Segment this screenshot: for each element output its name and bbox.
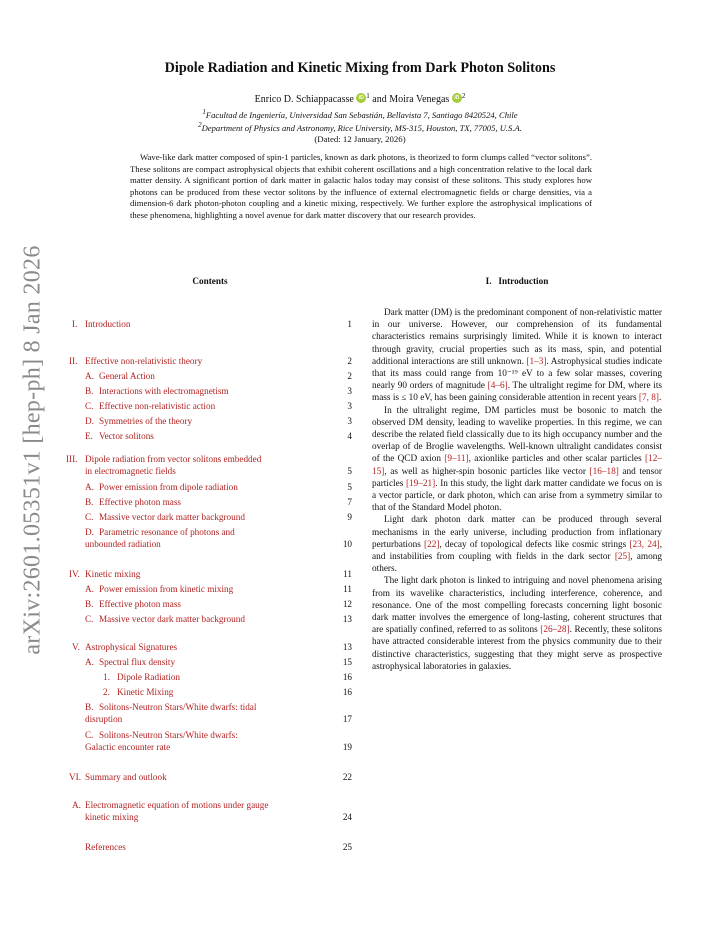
- toc-entry-page: 25: [342, 842, 352, 852]
- toc-entry-title: Effective non-relativistic action: [99, 401, 216, 411]
- toc-entry-number: 2.: [103, 687, 110, 697]
- intro-paragraph: [372, 514, 662, 575]
- toc-entry-page: 12: [342, 599, 352, 609]
- toc-entry-page: 13: [342, 614, 352, 624]
- author-1-sup: 1: [366, 92, 370, 100]
- toc-entry-title: Kinetic mixing: [85, 569, 141, 579]
- date-line: (Dated: 12 January, 2026): [314, 134, 406, 144]
- citation-link[interactable]: [12–15]: [372, 454, 662, 477]
- toc-entry-page: 9: [347, 512, 352, 522]
- toc-entry-title: Parametric resonance of photons and: [99, 527, 235, 537]
- toc-entry-number: VI.: [69, 772, 81, 782]
- arxiv-sidebar-stamp: [10, 240, 56, 660]
- toc-entry-title: kinetic mixing: [85, 812, 139, 822]
- citation-link[interactable]: [1–3]: [526, 356, 547, 367]
- toc-entry-title: Interactions with electromagnetism: [99, 386, 229, 396]
- toc-entry-title: disruption: [85, 714, 123, 724]
- introduction-body: [372, 307, 662, 673]
- text-run: . Recently, these solitons have attracted considerable interest from the physics community due to their distinctive characteristics, suggesting that they might serve as prospective astrophysical laboratories in galaxies.: [372, 625, 662, 672]
- toc-entry-title: Kinetic Mixing: [117, 687, 174, 697]
- orcid-icon[interactable]: [356, 93, 366, 103]
- toc-entry-page: 1: [347, 319, 352, 329]
- citation-link[interactable]: [16–18]: [589, 466, 619, 477]
- toc-entry-number: C.: [85, 401, 94, 411]
- text-run: . Astrophysical studies indicate that its mass could range from 10⁻¹⁹ eV to a few solar masses, covering nearly 90 orders of magnitude: [372, 356, 662, 392]
- toc-entry-page: 15: [342, 657, 352, 667]
- text-run: Light dark photon dark matter can be produced through several mechanisms in the early universe, including production from inflationary perturbations: [372, 515, 662, 550]
- text-run: , decay of topological defects like cosmic strings: [439, 539, 630, 550]
- contents-heading: Contents: [192, 276, 228, 286]
- toc-entry-page: 3: [347, 401, 352, 411]
- toc-entry-page: 19: [342, 742, 352, 752]
- toc-entry-number: III.: [66, 454, 78, 464]
- toc-entry-page: 7: [347, 497, 352, 507]
- toc-entry-number: C.: [85, 614, 94, 624]
- affiliation-text: Facultad de Ingeniería, Universidad San Sebastián, Bellavista 7, Santiago 8420524, Chile: [205, 110, 518, 120]
- toc-entry-title: Massive vector dark matter background: [99, 614, 245, 624]
- toc-entry-number: A.: [85, 371, 94, 381]
- toc-entry-page: 22: [342, 772, 352, 782]
- text-run: In the ultralight regime, DM particles must be bosonic to match the observed DM density, leading to wavelike properties. In this regime, we can describe the related field classically due to its high occupancy number and the overlap of de Broglie wavelengths. Well-known ultralight candidates consist of the QCD axion: [372, 405, 662, 465]
- toc-entry-title: Electromagnetic equation of motions under gauge: [85, 800, 269, 810]
- intro-paragraph: [372, 405, 662, 515]
- text-run: and tensor particles: [372, 466, 662, 489]
- citation-link[interactable]: [7, 8]: [638, 393, 659, 404]
- toc-entry-title: Solitons-Neutron Stars/White dwarfs:: [99, 730, 238, 740]
- toc-entry-page: 3: [347, 386, 352, 396]
- toc-entry-number: B.: [85, 702, 94, 712]
- toc-entry-number: A.: [85, 584, 94, 594]
- toc-entry-page: 11: [343, 584, 352, 594]
- toc-entry-number: B.: [85, 599, 94, 609]
- toc-entry-number: V.: [72, 642, 80, 652]
- text-run: , axionlike particles and other scalar particles: [468, 454, 646, 465]
- text-run: Dark matter (DM) is the predominant component of non-relativistic matter in our universe. However, our comprehension of its fundamental characteristics remains surprisingly limited. While it is known to interact through gravity, crucial properties such as its mass, spin, and potential additional interactions are still unknown.: [372, 308, 662, 367]
- text-run: , as well as higher-spin bosonic particles like vector: [384, 466, 590, 477]
- toc-entry-page: 16: [342, 672, 352, 682]
- toc-entry-page: 3: [347, 416, 352, 426]
- citation-link[interactable]: [19–21]: [405, 478, 436, 489]
- toc-entry-title: Introduction: [85, 319, 131, 329]
- toc-entry-title: Power emission from kinetic mixing: [99, 584, 234, 594]
- affiliation-1: [100, 108, 620, 120]
- toc-entry-page: 2: [347, 356, 352, 366]
- text-run: . In this study, the light dark matter candidate we focus on is a vector particle, or dark photon, which can arise from a symmetry similar to that of the Standard Model photon.: [372, 478, 662, 514]
- toc-entry-page: 4: [347, 431, 352, 441]
- toc-entry-page: 11: [343, 569, 352, 579]
- introduction-heading: I. Introduction: [485, 276, 549, 286]
- citation-link[interactable]: [26–28]: [540, 625, 570, 636]
- toc-entry-title: Vector solitons: [99, 431, 154, 441]
- toc-entry-number: B.: [85, 386, 94, 396]
- toc-entry-number: D.: [85, 416, 94, 426]
- toc-entry-title: Power emission from dipole radiation: [99, 482, 238, 492]
- toc-entry-page: 2: [347, 371, 352, 381]
- paper-title: Dipole Radiation and Kinetic Mixing from Dark Photon Solitons: [164, 60, 556, 76]
- citation-link[interactable]: [22]: [424, 539, 440, 550]
- affiliation-2: [100, 121, 620, 133]
- toc-entry-title: Summary and outlook: [85, 772, 167, 782]
- toc-entry-page: 16: [342, 687, 352, 697]
- arxiv-identifier: arXiv:2601.05351v1 [hep-ph] 8 Jan 2026: [19, 245, 46, 655]
- toc-entry-page: 17: [342, 714, 352, 724]
- toc-entry-title: unbounded radiation: [85, 539, 161, 549]
- affiliation-sup: 1: [202, 108, 206, 116]
- toc-entry-number: A.: [72, 800, 81, 810]
- toc-entry-page: 13: [342, 642, 352, 652]
- toc-entry-number: A.: [85, 482, 94, 492]
- citation-link[interactable]: [23, 24]: [629, 539, 660, 550]
- toc-entry-title: Galactic encounter rate: [85, 742, 171, 752]
- toc-entry-title: Dipole Radiation: [117, 672, 181, 682]
- citation-link[interactable]: [4–6]: [487, 381, 508, 392]
- toc-entry-title: Symmetries of the theory: [99, 416, 193, 426]
- toc-entry-title: Spectral flux density: [99, 657, 176, 667]
- text-run: The light dark photon is linked to intriguing and novel phenomena arising from its wavelike characteristics, including interference, coherence, and resonance. One of the most compelling forecasts concerning light bosonic dark matter involves the emergence of long-lasting, coherent structures that are spatially confined, referred to as solitons: [372, 576, 662, 636]
- author-2-sup: 2: [461, 92, 466, 100]
- toc-entry-number: B.: [85, 497, 94, 507]
- toc-entry-title: Dipole radiation from vector solitons embedded: [85, 454, 262, 464]
- toc-entry-number: E.: [85, 431, 93, 441]
- affiliation-text: Department of Physics and Astronomy, Rice University, MS-315, Houston, TX, 77005, U.S.A.: [201, 123, 522, 133]
- toc-entry-title: Effective non-relativistic theory: [85, 356, 203, 366]
- toc-entry-number: I.: [72, 319, 78, 329]
- toc-entry-title: Effective photon mass: [99, 599, 181, 609]
- toc-entry-page: 5: [347, 482, 352, 492]
- citation-link[interactable]: [25]: [614, 552, 631, 563]
- text-run: , among others.: [372, 552, 662, 575]
- affiliation-sup: 2: [198, 121, 202, 129]
- toc-entry-number: II.: [69, 356, 78, 366]
- toc-entry-title: Effective photon mass: [99, 497, 181, 507]
- abstract: Wave-like dark matter composed of spin-1 particles, known as dark photons, is theorized to form clumps called “vector solitons”. These solitons are compact astrophysical objects that exhibit coherent oscillations and a high concentration relative to the local dark matter density. A significant portion of dark matter in galactic halos today may consist of these solitons. This study explores how photons can be produced from these vector solitons by the influence of external electromagnetic fields or charge densities, via a dimension-6 dark photon-photon coupling and a kinetic mixing, respectively. We further explore the astrophysical implications of these phenomena, highlighting a novel avenue for dark matter discovery that our research provides.: [130, 152, 592, 220]
- toc-entry-number: 1.: [103, 672, 110, 682]
- text-run: , and instabilities from coupling with fields in the dark sector: [372, 539, 662, 563]
- text-run: .: [658, 393, 662, 404]
- toc-entry-title: General Action: [99, 371, 155, 381]
- author-line: [110, 92, 610, 105]
- toc-entry-number: D.: [85, 527, 94, 537]
- toc-entry-page: 10: [342, 539, 352, 549]
- toc-entry-title: Astrophysical Signatures: [85, 642, 178, 652]
- toc-entry-title: Solitons-Neutron Stars/White dwarfs: tidal: [99, 702, 257, 712]
- toc-entry-number: IV.: [69, 569, 80, 579]
- author-2[interactable]: Moira Venegas: [389, 94, 450, 105]
- citation-link[interactable]: [9–11]: [444, 454, 469, 465]
- toc-entry-number: C.: [85, 512, 94, 522]
- toc-entry-number: A.: [85, 657, 94, 667]
- author-1[interactable]: Enrico D. Schiappacasse: [254, 94, 354, 105]
- intro-paragraph: [372, 307, 662, 405]
- toc-entry-page: 24: [342, 812, 352, 822]
- author-separator: and: [369, 94, 390, 105]
- toc-entry-number: C.: [85, 730, 94, 740]
- toc-entry-title: in electromagnetic fields: [85, 466, 176, 476]
- intro-paragraph: [372, 575, 662, 673]
- orcid-icon[interactable]: [452, 93, 462, 103]
- toc-entry-title: Massive vector dark matter background: [99, 512, 245, 522]
- text-run: . The ultralight regime for DM, where its mass is ≤ 10 eV, has been gaining considerable attention in recent years: [372, 381, 662, 404]
- toc-entry-title: References: [85, 842, 126, 852]
- toc-entry-page: 5: [347, 466, 352, 476]
